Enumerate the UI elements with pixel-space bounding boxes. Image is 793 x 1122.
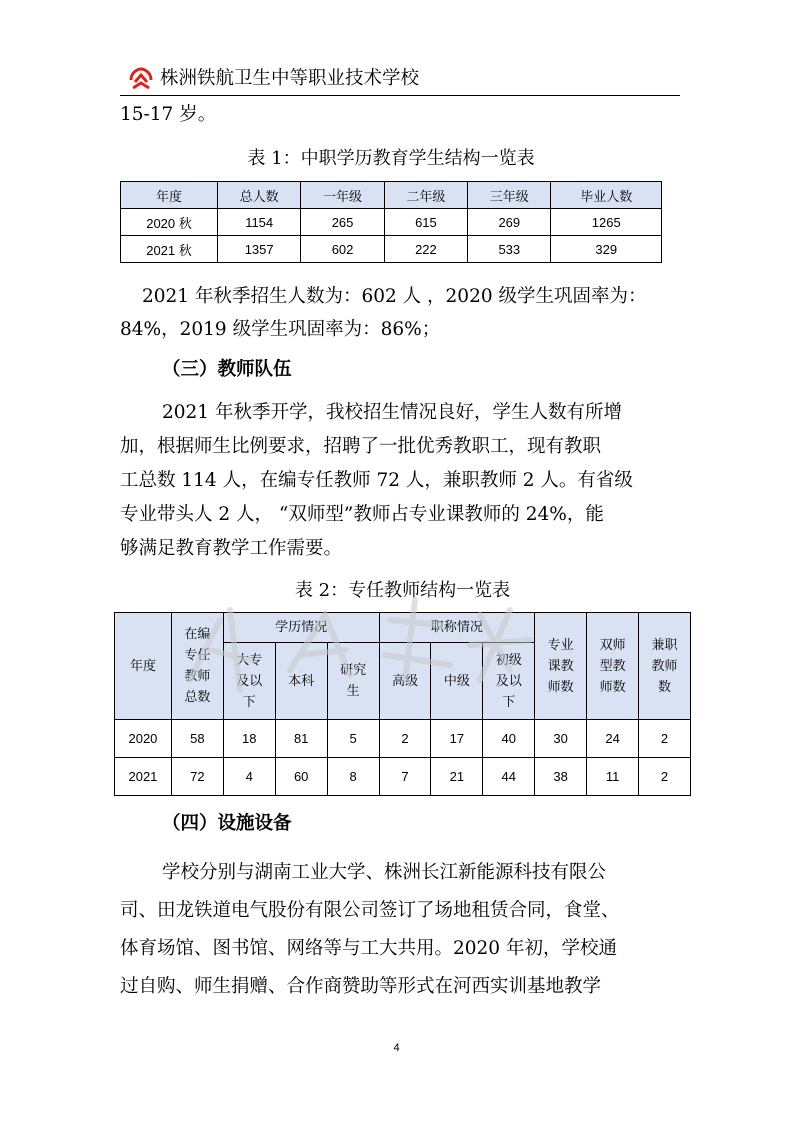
table-row [115, 758, 691, 796]
paragraph-line: 够满足教育教学工作需要。 [120, 538, 343, 559]
table-row [121, 236, 662, 263]
cell: 265 [301, 209, 384, 236]
cell: 602 [301, 236, 384, 263]
cell: 5 [327, 720, 379, 758]
cell: 1357 [217, 236, 300, 263]
column-header: 中级 [431, 643, 483, 720]
cell: 11 [587, 758, 639, 796]
cell: 30 [535, 720, 587, 758]
table-row [121, 209, 662, 236]
column-header: 毕业人数 [551, 182, 662, 209]
cell: 2 [379, 720, 431, 758]
cell: 44 [483, 758, 535, 796]
cell: 21 [431, 758, 483, 796]
column-header: 二年级 [384, 182, 467, 209]
column-header [535, 613, 587, 720]
paragraph-line: 2021 年秋季开学，我校招生情况良好，学生人数有所增 [162, 402, 622, 423]
cell: 4 [223, 758, 275, 796]
table-header-row [121, 182, 662, 209]
cell: 222 [384, 236, 467, 263]
column-header: 一年级 [301, 182, 384, 209]
column-header [587, 613, 639, 720]
column-header: 年度 [115, 613, 172, 720]
cell: 2 [639, 720, 691, 758]
column-header [171, 613, 223, 720]
cell: 7 [379, 758, 431, 796]
column-header: 年度 [121, 182, 218, 209]
teacher-structure-table [114, 612, 691, 796]
header-text: 在编专任教师总数 [184, 627, 211, 705]
table-header-row [115, 613, 691, 643]
header-text: 大专及以下 [236, 652, 263, 710]
cell: 60 [275, 758, 327, 796]
paragraph-line: 加，根据师生比例要求，招聘了一批优秀教职工，现有教职 [120, 436, 602, 457]
cell: 58 [171, 720, 223, 758]
table2-caption: 表 2：专任教师结构一览表 [294, 580, 511, 601]
cell: 2021 [115, 758, 172, 796]
cell: 615 [384, 209, 467, 236]
paragraph-line: 学校分别与湖南工业大学、株洲长江新能源科技有限公 [162, 862, 607, 883]
cell: 72 [171, 758, 223, 796]
header-text: 双师型教师数 [599, 637, 626, 695]
paragraph-line: 工总数 114 人，在编专任教师 72 人，兼职教师 2 人。有省级 [120, 470, 633, 491]
section-heading-facilities: （四）设施设备 [162, 813, 292, 834]
student-structure-table [120, 181, 662, 263]
cell: 38 [535, 758, 587, 796]
header-text: 专业课教师数 [547, 637, 574, 695]
cell: 269 [468, 209, 551, 236]
paragraph-line: 司、田龙铁道电气股份有限公司签订了场地租赁合同，食堂、 [120, 900, 620, 921]
cell: 8 [327, 758, 379, 796]
paragraph-line: 过自购、师生捐赠、合作商赞助等形式在河西实训基地教学 [120, 976, 602, 997]
cell: 2021 秋 [121, 236, 218, 263]
column-header [639, 613, 691, 720]
column-header: 总人数 [217, 182, 300, 209]
cell: 1154 [217, 209, 300, 236]
school-logo-icon [128, 66, 154, 92]
cell: 40 [483, 720, 535, 758]
table1-caption: 表 1：中职学历教育学生结构一览表 [247, 148, 535, 169]
cell: 329 [551, 236, 662, 263]
intro-fragment: 15-17 岁。 [120, 104, 217, 125]
column-group-header: 职称情况 [379, 613, 535, 643]
cell: 17 [431, 720, 483, 758]
column-group-header: 学历情况 [223, 613, 379, 643]
cell: 81 [275, 720, 327, 758]
school-name: 株洲铁航卫生中等职业技术学校 [160, 68, 420, 89]
header-text: 初级及以下 [495, 652, 522, 710]
paragraph-line: 体育场馆、图书馆、网络等与工大共用。2020 年初，学校通 [120, 938, 617, 959]
paragraph-line: 专业带头人 2 人， “双师型”教师占专业课教师的 24%，能 [120, 504, 604, 525]
header-rule [120, 95, 680, 96]
cell: 2 [639, 758, 691, 796]
header-text: 兼职教师数 [651, 637, 678, 695]
cell: 1265 [551, 209, 662, 236]
cell: 18 [223, 720, 275, 758]
enrollment-line-2: 84%，2019 级学生巩固率为：86%； [120, 319, 441, 340]
column-header [483, 643, 535, 720]
column-header: 高级 [379, 643, 431, 720]
cell: 2020 秋 [121, 209, 218, 236]
column-header [223, 643, 275, 720]
enrollment-line-1: 2021 年秋季招生人数为：602 人 ，2020 级学生巩固率为： [142, 286, 647, 307]
section-heading-teachers: （三）教师队伍 [162, 359, 292, 380]
page-number: 4 [393, 1042, 400, 1054]
cell: 2020 [115, 720, 172, 758]
table-row [115, 720, 691, 758]
column-header: 三年级 [468, 182, 551, 209]
column-header: 本科 [275, 643, 327, 720]
column-header [327, 643, 379, 720]
cell: 533 [468, 236, 551, 263]
header-text: 研究生 [340, 663, 367, 699]
cell: 24 [587, 720, 639, 758]
